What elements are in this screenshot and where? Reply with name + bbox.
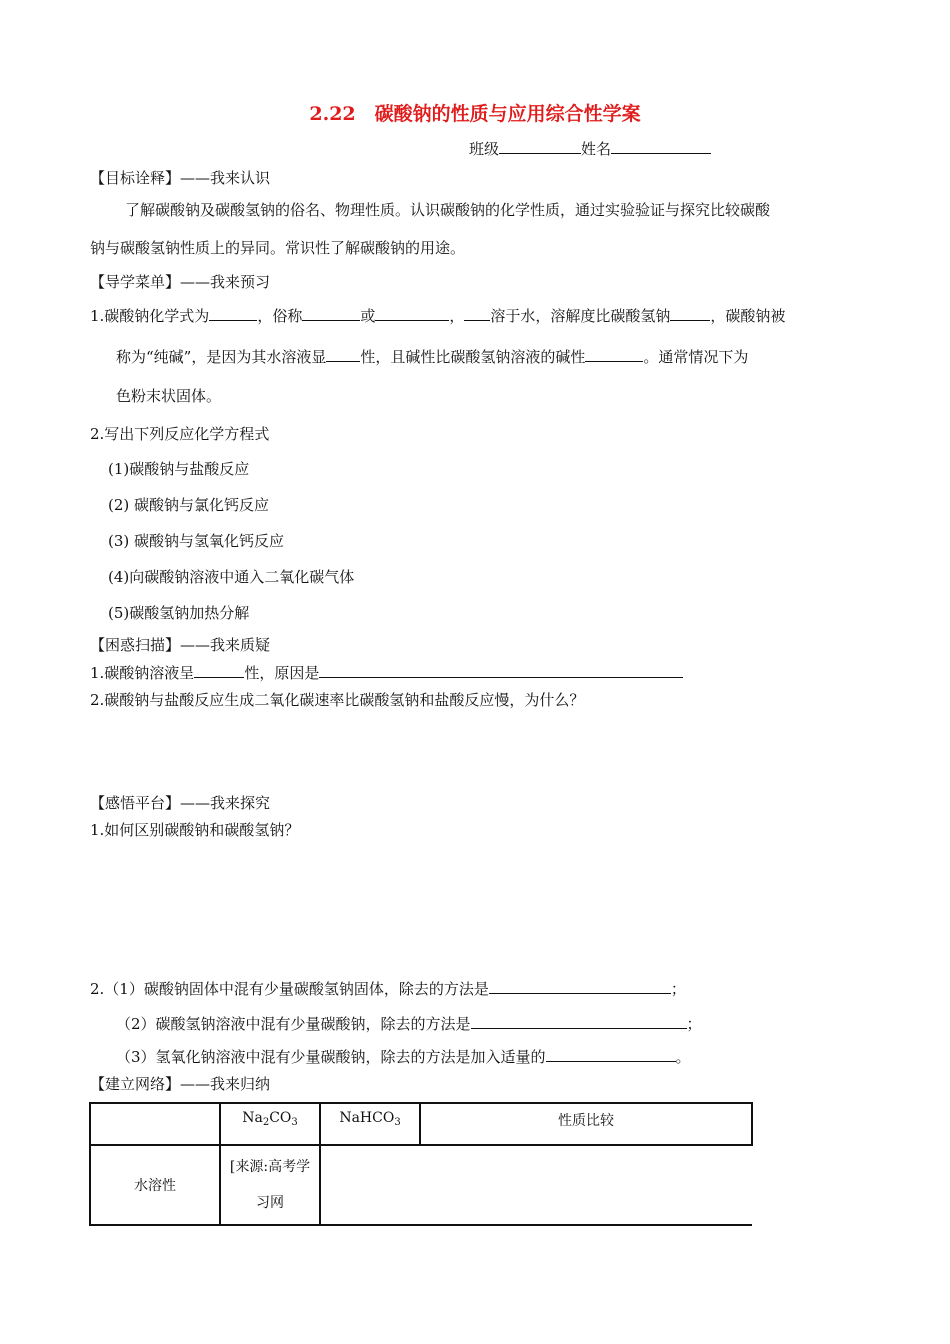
reaction-item: (4)向碳酸钠溶液中通入二氧化碳气体 [108,568,355,586]
row-label-solubility: 水溶性 [90,1145,220,1225]
goals-header: 【目标诠释】——我来认识 [90,169,271,187]
blank-method-2[interactable] [471,1013,687,1029]
explore-q2-3: （3）氢氧化钠溶液中混有少量碳酸钠，除去的方法是加入适量的 。 [116,1048,691,1066]
guide-q2-intro: 2.写出下列反应化学方程式 [90,425,270,443]
comparison-table [89,1102,753,1226]
guide-header: 【导学菜单】——我来预习 [90,273,271,291]
name-blank[interactable] [611,138,711,154]
reaction-item: (1)碳酸钠与盐酸反应 [108,460,250,478]
confusion-header: 【困惑扫描】——我来质疑 [90,636,271,654]
blank-common-name-1[interactable] [302,305,360,321]
blank-reason[interactable] [319,662,683,678]
table-corner-cell [90,1103,220,1145]
network-header: 【建立网络】——我来归纳 [90,1075,271,1093]
blank-solubility-compare[interactable] [670,305,710,321]
reaction-item: (3) 碳酸钠与氢氧化钙反应 [108,532,285,550]
explore-q2-2: （2）碳酸氢钠溶液中混有少量碳酸钠，除去的方法是 ； [116,1015,702,1033]
blank-solution-nature[interactable] [194,662,244,678]
blank-common-name-2[interactable] [375,305,449,321]
col-na2co3: $Na_2CO_3$ [220,1103,320,1145]
blank-method-1[interactable] [489,978,671,994]
explore-q1: 1.如何区别碳酸钠和碳酸氢钠？ [90,821,300,839]
col-nahco3: NaHCO$_3$ [320,1103,420,1145]
blank-method-3[interactable] [546,1046,676,1062]
student-info [469,138,711,159]
confusion-q1: 1.碳酸钠溶液呈 性，原因是 [90,662,683,683]
reaction-item: (2) 碳酸钠与氯化钙反应 [108,496,270,514]
guide-q1-line2: 称为“纯碱”，是因为其水溶液显 性，且碱性比碳酸氢钠溶液的碱性 。通常情况下为 [116,348,749,366]
col-compare: 性质比较 [420,1103,752,1145]
table-row [90,1145,752,1225]
explore-q2-1: 2.（1）碳酸钠固体中混有少量碳酸氢钠固体，除去的方法是 ； [90,980,686,998]
goals-line-2: 钠与碳酸氢钠性质上的异同。常识性了解碳酸钠的用途。 [90,239,466,257]
confusion-q2: 2.碳酸钠与盐酸反应生成二氧化碳速率比碳酸氢钠和盐酸反应慢，为什么？ [90,691,585,709]
page-title: 2.22 碳酸钠的性质与应用综合性学案 [309,103,641,125]
row-blank-cell[interactable] [320,1145,752,1225]
name-label: 姓名 [581,140,612,158]
guide-q1-line3: 色粉末状固体。 [116,387,222,405]
blank-solubility[interactable] [464,305,490,321]
row-note: [来源:高考学 习网 [220,1145,320,1225]
class-blank[interactable] [499,138,581,154]
blank-formula[interactable] [209,305,257,321]
guide-q1-line1: 1.碳酸钠化学式为 ，俗称 或 ， 溶于水，溶解度比碳酸氢钠 ，碳酸钠被 [90,307,786,325]
reaction-item: (5)碳酸氢钠加热分解 [108,604,250,622]
explore-header: 【感悟平台】——我来探究 [90,794,271,812]
class-label: 班级 [469,140,500,158]
table-header-row [90,1103,752,1145]
blank-solution-property[interactable] [326,346,360,362]
blank-alkalinity-compare[interactable] [585,346,643,362]
goals-line-1: 了解碳酸钠及碳酸氢钠的俗名、物理性质。认识碳酸钠的化学性质，通过实验验证与探究比较碳酸 [125,201,771,219]
